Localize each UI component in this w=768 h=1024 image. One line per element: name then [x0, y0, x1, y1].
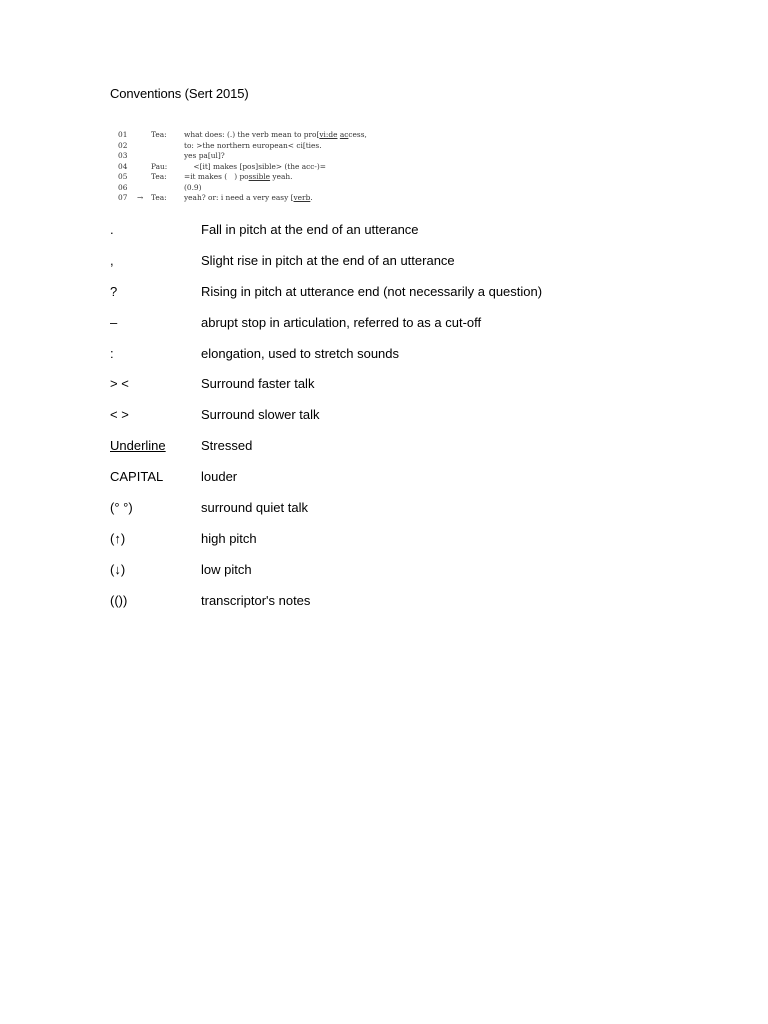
convention-description: Slight rise in pitch at the end of an utterance: [201, 252, 455, 268]
transcript-line: [118, 193, 448, 204]
convention-symbol: (↑): [110, 530, 126, 546]
line-number: 01: [118, 130, 128, 139]
utterance-segment: to: >the northern european< ci[ties.: [184, 140, 322, 150]
line-number: 06: [118, 182, 128, 192]
line-arrow-icon: →: [137, 193, 144, 202]
convention-description: abrupt stop in articulation, referred to as a cut-off: [201, 314, 482, 330]
convention-row: [110, 593, 630, 624]
convention-row: [110, 407, 630, 438]
convention-description: Surround faster talk: [201, 376, 315, 392]
utterance-segment: ac: [339, 130, 349, 139]
convention-symbol: (()): [110, 592, 128, 608]
speaker-label: Pau:: [151, 161, 168, 171]
convention-description: Fall in pitch at the end of an utterance: [201, 222, 419, 237]
convention-row: [110, 500, 630, 531]
convention-description: Surround slower talk: [201, 407, 320, 423]
utterance-segment: yeah.: [270, 172, 293, 181]
speaker-label: Tea:: [151, 193, 167, 202]
transcript-line: [118, 172, 448, 183]
convention-row: [110, 315, 630, 346]
utterance-segment: what does: (.) the verb mean to pro[: [184, 130, 320, 139]
speaker-label: Tea:: [151, 172, 167, 181]
convention-description: elongation, used to stretch sounds: [201, 345, 400, 361]
document-title: Conventions (Sert 2015): [110, 86, 249, 101]
convention-symbol: ?: [110, 283, 118, 299]
utterance-segment: cess,: [348, 130, 367, 139]
utterance-segment: vi:de: [319, 130, 338, 139]
transcript-line: [118, 141, 448, 152]
convention-symbol: –: [110, 314, 118, 330]
convention-row: [110, 346, 630, 377]
convention-row: [110, 531, 630, 562]
convention-symbol: Underline: [110, 438, 166, 454]
transcript-line: [118, 151, 448, 162]
speaker-label: Tea:: [151, 130, 167, 139]
convention-symbol: > <: [110, 376, 129, 392]
convention-row: [110, 222, 630, 253]
convention-symbol: (↓): [110, 561, 126, 577]
convention-row: [110, 284, 630, 315]
utterance-segment: (0.9): [184, 182, 202, 192]
utterance: [184, 130, 367, 141]
utterance-segment: yeah? or: i need a very easy [: [184, 193, 294, 202]
utterance-segment: .: [310, 193, 313, 202]
convention-row: [110, 438, 630, 469]
convention-row: [110, 469, 630, 500]
conventions-list: [110, 222, 630, 624]
utterance: [184, 193, 313, 204]
utterance: [184, 172, 292, 183]
convention-row: [110, 376, 630, 407]
line-number: 03: [118, 151, 128, 160]
line-number: 07: [118, 193, 128, 202]
convention-description: surround quiet talk: [201, 500, 308, 516]
utterance-segment: verb: [293, 193, 311, 202]
convention-symbol: (° °): [110, 500, 133, 516]
utterance: [184, 162, 326, 173]
convention-description: high pitch: [201, 530, 257, 546]
convention-row: [110, 253, 630, 284]
utterance-segment: =it makes ( ) po: [184, 172, 249, 181]
utterance-segment: <[it] makes [pos]sible> (the acc-)=: [184, 161, 326, 171]
convention-symbol: .: [110, 222, 114, 237]
convention-description: transcriptor's notes: [201, 592, 311, 608]
convention-description: low pitch: [201, 561, 252, 577]
convention-description: Stressed: [201, 438, 253, 454]
utterance: [184, 141, 322, 152]
line-number: 02: [118, 140, 128, 150]
transcript-line: [118, 183, 448, 194]
line-number: 05: [118, 172, 128, 181]
convention-symbol: < >: [110, 407, 129, 423]
utterance: [184, 151, 225, 162]
convention-symbol: :: [110, 345, 114, 361]
convention-description: Rising in pitch at utterance end (not necessarily a question): [201, 283, 543, 299]
utterance-segment: ssible: [248, 172, 271, 181]
transcript-line: [118, 130, 448, 141]
convention-description: louder: [201, 469, 238, 485]
utterance: [184, 183, 202, 194]
transcript-excerpt: [118, 130, 448, 204]
convention-symbol: ,: [110, 252, 114, 268]
transcript-line: [118, 162, 448, 173]
line-number: 04: [118, 161, 128, 171]
convention-row: [110, 562, 630, 593]
utterance-segment: yes pa[ul]?: [184, 151, 225, 160]
convention-symbol: CAPITAL: [110, 469, 164, 485]
